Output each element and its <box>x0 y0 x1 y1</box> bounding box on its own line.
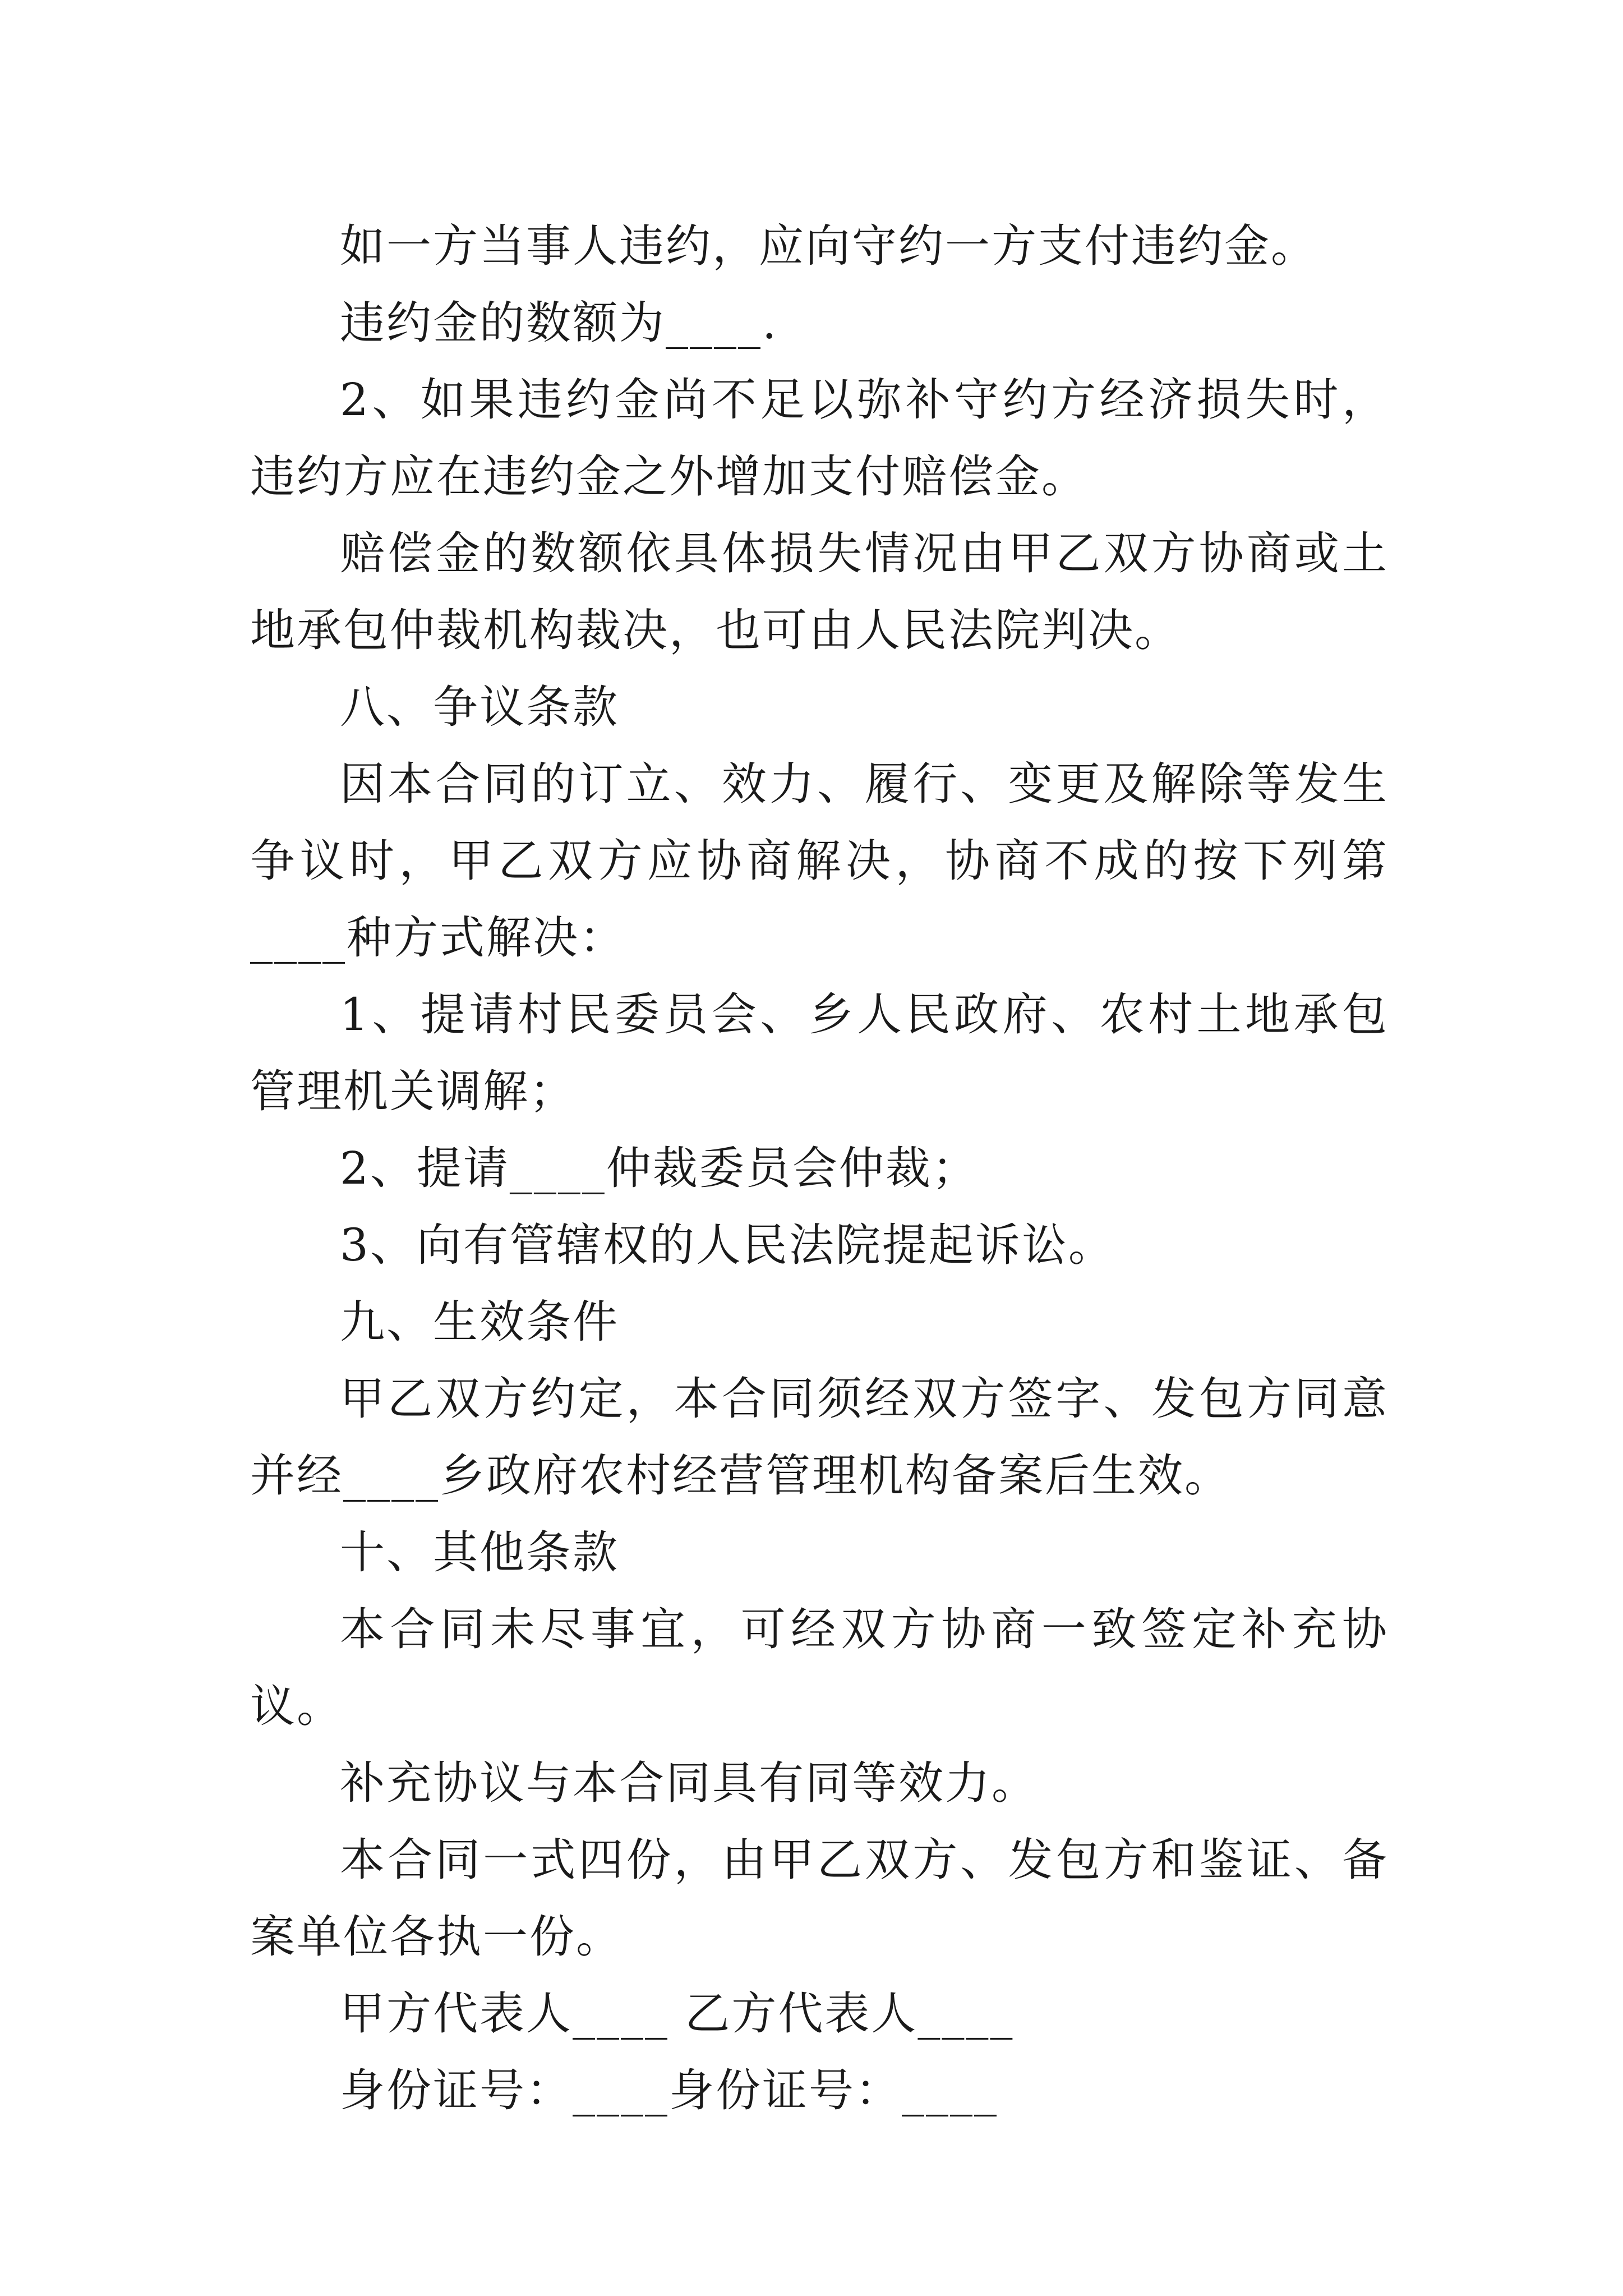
paragraph-equal-effect: 补充协议与本合同具有同等效力。 <box>340 1757 1038 1809</box>
section-heading-effectiveness: 九、生效条件 <box>340 1296 619 1348</box>
section-heading-disputes: 八、争议条款 <box>340 681 619 733</box>
paragraph-compensation: 2、如果违约金尚不足以弥补守约方经济损失时，违约方应在违约金之外增加支付赔偿金。 <box>250 374 1389 503</box>
signature-id-numbers: 身份证号：____身份证号：____ <box>340 2064 998 2116</box>
paragraph-dispute-resolution: 因本合同的订立、效力、履行、变更及解除等发生争议时，甲乙双方应协商解决，协商不成的按下列第____种方式解决： <box>250 758 1389 964</box>
signature-representatives: 甲方代表人____ 乙方代表人____ <box>340 1987 1015 2040</box>
paragraph-copies: 本合同一式四份，由甲乙双方、发包方和鉴证、备案单位各执一份。 <box>250 1834 1389 1963</box>
paragraph-option-litigation: 3、向有管辖权的人民法院提起诉讼。 <box>340 1219 1115 1271</box>
paragraph-option-arbitration: 2、提请____仲裁委员会仲裁； <box>340 1142 979 1194</box>
section-heading-other-terms: 十、其他条款 <box>340 1526 619 1579</box>
paragraph-effectiveness: 甲乙双方约定，本合同须经双方签字、发包方同意并经____乡政府农村经营管理机构备案后生效。 <box>250 1373 1389 1502</box>
paragraph-penalty-amount: 违约金的数额为____. <box>340 297 778 349</box>
paragraph-supplementary-agreement: 本合同未尽事宜，可经双方协商一致签定补充协议。 <box>250 1603 1389 1732</box>
paragraph-option-mediation: 1、提请村民委员会、乡人民政府、农村土地承包管理机关调解； <box>250 988 1389 1117</box>
paragraph-compensation-amount: 赔偿金的数额依具体损失情况由甲乙双方协商或土地承包仲裁机构裁决，也可由人民法院判决。 <box>250 527 1389 656</box>
paragraph-breach-penalty: 如一方当事人违约，应向守约一方支付违约金。 <box>340 220 1317 272</box>
contract-text <box>250 208 1389 2129</box>
